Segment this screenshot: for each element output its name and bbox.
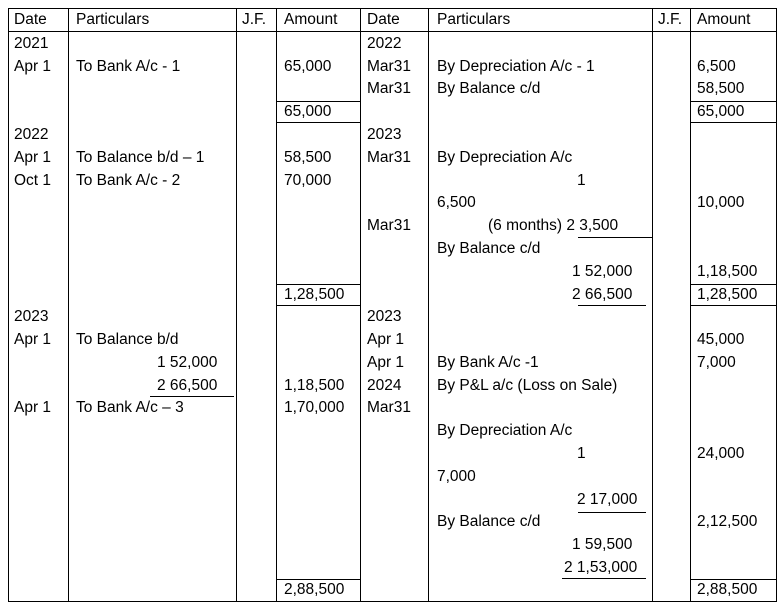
subtotal-rule <box>578 237 652 238</box>
entry-amount: 1,18,500 <box>697 263 758 280</box>
header-jf: J.F. <box>658 11 683 28</box>
header-particulars: Particulars <box>437 11 511 28</box>
grid-line <box>8 8 9 602</box>
subtotal-rule <box>578 512 646 513</box>
sub-amount: 1 59,500 <box>572 536 633 553</box>
year-label: 2022 <box>367 35 402 52</box>
total-amount: 1,28,500 <box>284 286 345 303</box>
entry-date: Apr 1 <box>14 331 52 348</box>
total-rule <box>276 305 360 306</box>
header-amount: Amount <box>284 11 338 28</box>
entry-date: Mar31 <box>367 80 411 97</box>
header-date: Date <box>367 11 400 28</box>
grid-line <box>360 8 361 602</box>
sub-amount: 1 52,000 <box>157 354 218 371</box>
header-date: Date <box>14 11 47 28</box>
grid-line <box>236 8 237 602</box>
entry-particulars: To Bank A/c - 2 <box>76 172 181 189</box>
total-rule <box>276 122 360 123</box>
entry-amount: 6,500 <box>697 58 736 75</box>
entry-amount: 1,70,000 <box>284 399 345 416</box>
entry-amount: 2,12,500 <box>697 513 758 530</box>
year-label: 2023 <box>14 308 49 325</box>
entry-date: Apr 1 <box>367 354 405 371</box>
grid-line <box>8 8 776 9</box>
year-label: 2021 <box>14 35 49 52</box>
grid-line <box>8 601 776 602</box>
total-amount: 2,88,500 <box>284 581 345 598</box>
subtotal-rule <box>578 305 646 306</box>
entry-particulars: To Balance b/d <box>76 331 179 348</box>
entry-amount: 24,000 <box>697 445 745 462</box>
entry-date: Apr 1 <box>14 149 52 166</box>
entry-particulars: By Balance c/d <box>437 240 541 257</box>
entry-date: Apr 1 <box>367 331 405 348</box>
entry-particulars: By Depreciation A/c <box>437 422 573 439</box>
sub-amount: 2 17,000 <box>577 491 638 508</box>
entry-amount: 65,000 <box>284 58 332 75</box>
entry-amount: 10,000 <box>697 194 745 211</box>
year-label: 2023 <box>367 308 402 325</box>
asset-number: 1 <box>577 172 586 189</box>
entry-amount: 1,18,500 <box>284 377 345 394</box>
total-amount: 65,000 <box>284 103 332 120</box>
sub-amount: 6,500 <box>437 194 476 211</box>
year-label: 2022 <box>14 126 49 143</box>
entry-particulars: By Depreciation A/c - 1 <box>437 58 595 75</box>
entry-amount: 7,000 <box>697 354 736 371</box>
entry-particulars: By Depreciation A/c <box>437 149 573 166</box>
header-jf: J.F. <box>242 11 267 28</box>
grid-line <box>428 8 429 602</box>
sub-amount: 1 52,000 <box>572 263 633 280</box>
subtotal-rule <box>562 578 646 579</box>
year-label: 2024 <box>367 377 402 394</box>
entry-particulars: To Bank A/c - 1 <box>76 58 181 75</box>
entry-date: Mar31 <box>367 58 411 75</box>
sub-amount: 2 1,53,000 <box>564 559 638 576</box>
grid-line <box>8 31 776 32</box>
year-label: 2023 <box>367 126 402 143</box>
header-amount: Amount <box>697 11 751 28</box>
header-particulars: Particulars <box>76 11 150 28</box>
grid-line <box>68 8 69 602</box>
total-amount: 1,28,500 <box>697 286 758 303</box>
entry-amount: 45,000 <box>697 331 745 348</box>
entry-amount: 58,500 <box>284 149 332 166</box>
entry-particulars: By P&L a/c (Loss on Sale) <box>437 377 618 394</box>
entry-particulars: By Balance c/d <box>437 80 541 97</box>
grid-line <box>776 8 777 602</box>
total-amount: 65,000 <box>697 103 745 120</box>
asset-number: 1 <box>577 445 586 462</box>
total-amount: 2,88,500 <box>697 581 758 598</box>
sub-amount: 7,000 <box>437 468 476 485</box>
total-rule <box>690 122 776 123</box>
entry-particulars: By Balance c/d <box>437 513 541 530</box>
sub-amount: 2 66,500 <box>572 286 633 303</box>
total-rule <box>690 305 776 306</box>
entry-amount: 70,000 <box>284 172 332 189</box>
entry-amount: 58,500 <box>697 80 745 97</box>
entry-particulars: By Bank A/c -1 <box>437 354 539 371</box>
entry-particulars: To Balance b/d – 1 <box>76 149 205 166</box>
entry-date: Apr 1 <box>14 58 52 75</box>
entry-date: Oct 1 <box>14 172 52 189</box>
grid-line <box>652 8 653 602</box>
entry-particulars: To Bank A/c – 3 <box>76 399 184 416</box>
entry-date: Mar31 <box>367 217 411 234</box>
entry-date: Mar31 <box>367 149 411 166</box>
subtotal-rule <box>150 396 234 397</box>
entry-date: Mar31 <box>367 399 411 416</box>
sub-amount: 2 66,500 <box>157 377 218 394</box>
entry-date: Apr 1 <box>14 399 52 416</box>
sub-amount: (6 months) 2 3,500 <box>488 217 619 234</box>
